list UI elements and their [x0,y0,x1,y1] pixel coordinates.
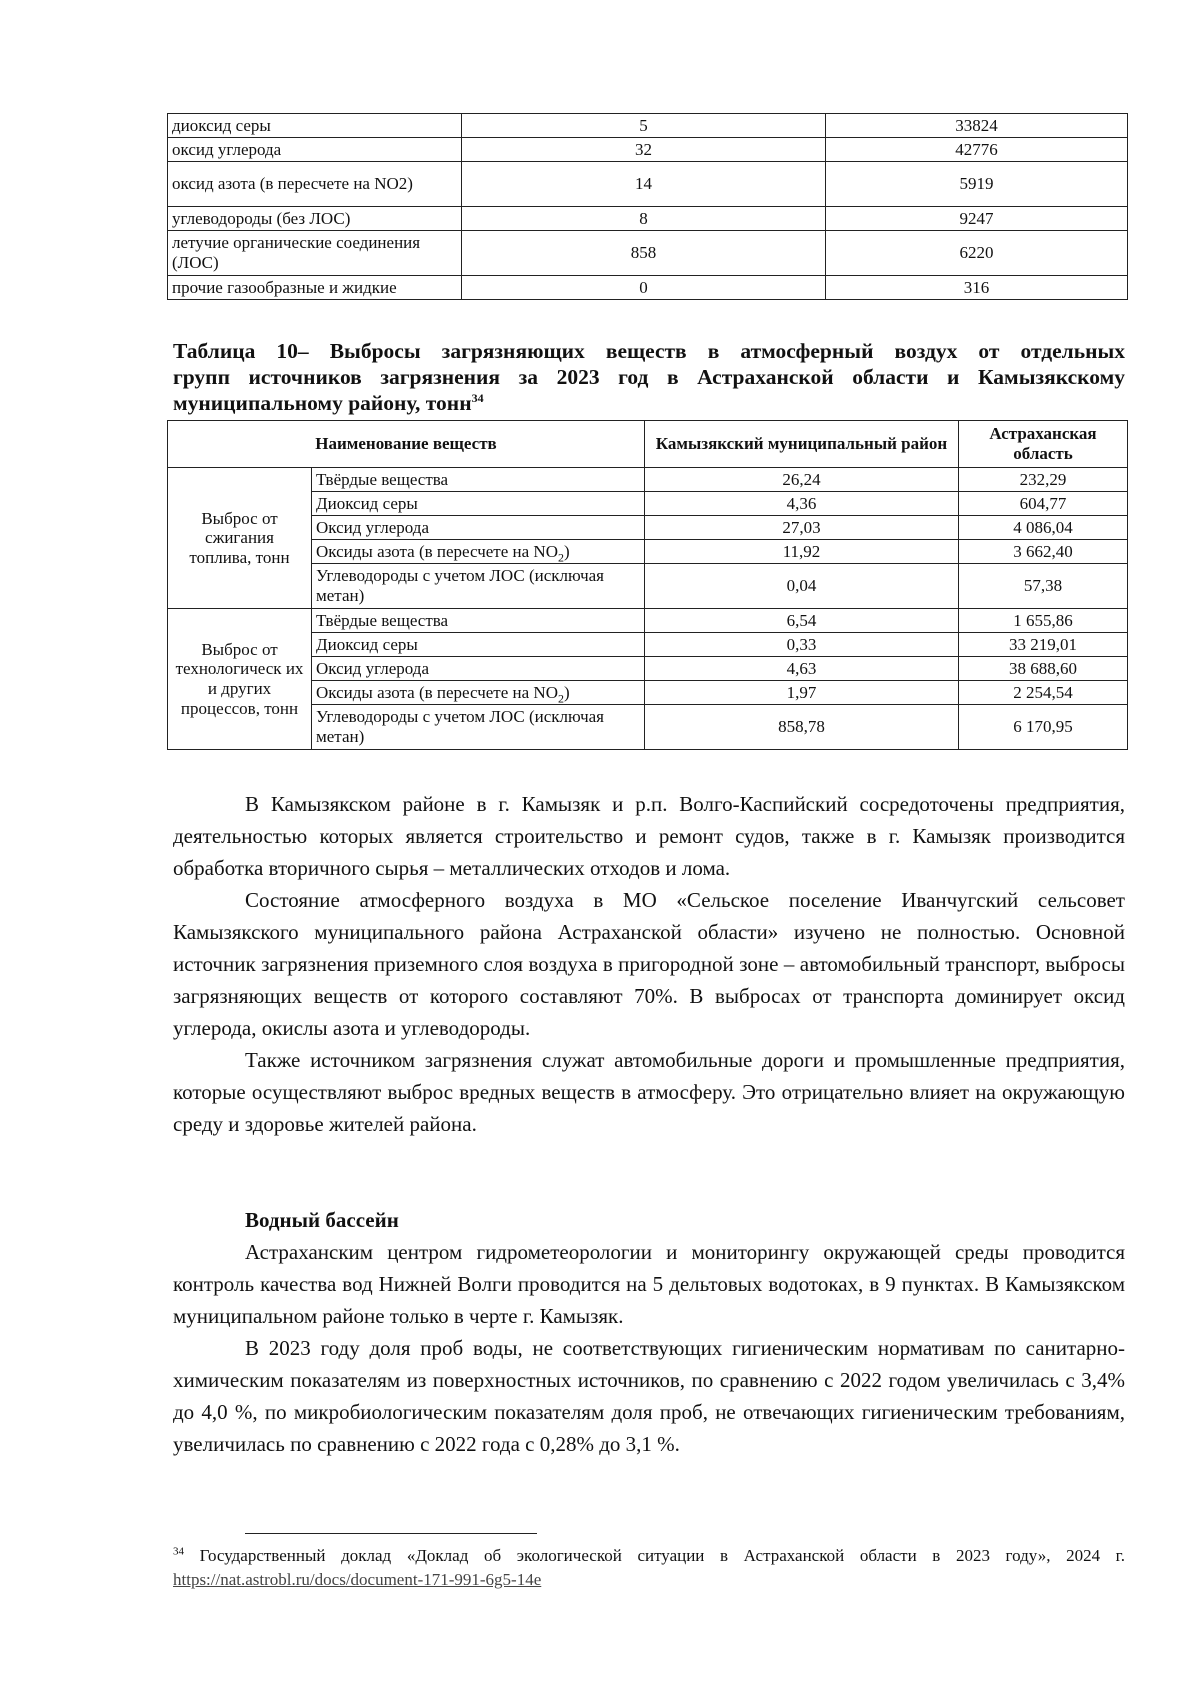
table-header-row [168,421,1128,468]
header-substances: Наименование веществ [168,421,645,468]
paragraph: В 2023 году доля проб воды, не соответствующих гигиеническим нормативам по санитарно-химическим показателям из поверхностных источников, по сравнению с 2022 годом увеличилась с 3,4% до 4,0 %, по микробиологическим показателям доля проб, не отвечающих гигиеническим требованиям, увеличилась по сравнению с 2022 года с 0,28% до 3,1 %. [173,1336,1125,1456]
district-value-cell: 858 [462,231,826,276]
substance-cell: Углеводороды с учетом ЛОС (исключая метан) [312,564,645,609]
table-row [168,231,1128,276]
district-value-cell: 0,04 [645,564,959,609]
substance-cell: прочие газообразные и жидкие [168,276,462,300]
substance-cell: летучие органические соединения (ЛОС) [168,231,462,276]
region-value-cell: 6220 [826,231,1128,276]
footnote-link[interactable]: https://nat.astrobl.ru/docs/document-171-991-6g5-14e [173,1570,542,1589]
substance-text-tail: ) [563,541,570,561]
district-value-cell: 27,03 [645,516,959,540]
region-value-cell: 33 219,01 [959,633,1128,657]
region-value-cell: 42776 [826,138,1128,162]
substance-cell: Оксид углерода [312,657,645,681]
substance-cell: углеводороды (без ЛОС) [168,207,462,231]
table-row [168,633,1128,657]
substance-cell [312,681,645,705]
title-line: групп источников загрязнения за 2023 год в Астраханской области и Камызякскому [173,365,1125,389]
district-value-cell: 0 [462,276,826,300]
substance-text-tail: ) [563,682,570,702]
substance-cell: диоксид серы [168,114,462,138]
region-value-cell: 232,29 [959,468,1128,492]
footnote-number: 34 [173,1545,184,1558]
footnote-text: Государственный доклад «Доклад об экологической ситуации в Астраханской области в 2023 году», 2024 г. [199,1546,1125,1565]
body-text-atmosphere [173,788,1125,1140]
title-line: муниципальному району, тонн [173,391,472,415]
group-label: Выброс от сжигания топлива, тонн [168,468,312,609]
district-value-cell: 26,24 [645,468,959,492]
group-label: Выброс от технологическ их и других процессов, тонн [168,609,312,750]
region-value-cell: 6 170,95 [959,705,1128,750]
substance-cell: оксид углерода [168,138,462,162]
table-10-title [173,338,1125,416]
region-value-cell: 3 662,40 [959,540,1128,564]
district-value-cell: 4,36 [645,492,959,516]
footnote-ref: 34 [471,390,484,405]
table-row [168,564,1128,609]
table-row [168,609,1128,633]
substance-cell: Твёрдые вещества [312,468,645,492]
region-value-cell: 4 086,04 [959,516,1128,540]
district-value-cell: 4,63 [645,657,959,681]
district-value-cell: 32 [462,138,826,162]
header-district: Камызякский муниципальный район [645,421,959,468]
section-heading: Водный бассейн [245,1208,399,1232]
region-value-cell: 38 688,60 [959,657,1128,681]
region-value-cell: 5919 [826,162,1128,207]
district-value-cell: 858,78 [645,705,959,750]
region-value-cell: 9247 [826,207,1128,231]
region-value-cell: 1 655,86 [959,609,1128,633]
table-row [168,657,1128,681]
district-value-cell: 6,54 [645,609,959,633]
table-row [168,138,1128,162]
substance-text: Оксиды азота (в пересчете на NO [316,541,558,561]
table-row [168,114,1128,138]
subscript: 2 [557,691,564,706]
table-10 [167,420,1128,750]
substance-cell: Углеводороды с учетом ЛОС (исключая метан) [312,705,645,750]
substance-cell: Твёрдые вещества [312,609,645,633]
substance-cell [312,540,645,564]
table-row [168,162,1128,207]
body-text-water [173,1204,1125,1460]
table-row [168,492,1128,516]
region-value-cell: 57,38 [959,564,1128,609]
table-row [168,468,1128,492]
substance-cell: оксид азота (в пересчете на NO2) [168,162,462,207]
substance-cell: Диоксид серы [312,492,645,516]
footnote-separator [245,1533,537,1534]
region-value-cell: 604,77 [959,492,1128,516]
table-row [168,207,1128,231]
paragraph: Состояние атмосферного воздуха в МО «Сельское поселение Иванчугский сельсовет Камызякского муниципального района Астраханской области» изучено не полностью. Основной источник загрязнения приземного слоя воздуха в пригородной зоне – автомобильный транспорт, выбросы загрязняющих веществ от которого составляют 70%. В выбросах от транспорта доминирует оксид углерода, окислы азота и углеводороды. [173,888,1125,1040]
district-value-cell: 8 [462,207,826,231]
footnote [173,1544,1125,1592]
table-row [168,705,1128,750]
district-value-cell: 5 [462,114,826,138]
title-line: Таблица 10– Выбросы загрязняющих веществ в атмосферный воздух от отдельных [173,339,1125,363]
subscript: 2 [557,550,564,565]
paragraph: Также источником загрязнения служат автомобильные дороги и промышленные предприятия, которые осуществляют выброс вредных веществ в атмосферу. Это отрицательно влияет на окружающую среду и здоровье жителей района. [173,1048,1125,1136]
district-value-cell: 11,92 [645,540,959,564]
district-value-cell: 14 [462,162,826,207]
table-row [168,681,1128,705]
district-value-cell: 1,97 [645,681,959,705]
region-value-cell: 316 [826,276,1128,300]
substance-text: Оксиды азота (в пересчете на NO [316,682,558,702]
table-row [168,276,1128,300]
table-row [168,540,1128,564]
substance-cell: Диоксид серы [312,633,645,657]
emissions-table-continued [167,113,1128,300]
paragraph: Астраханским центром гидрометеорологии и мониторингу окружающей среды проводится контроль качества вод Нижней Волги проводится на 5 дельтовых водотоках, в 9 пунктах. В Камызякском муниципальном районе только в черте г. Камызяк. [173,1240,1125,1328]
region-value-cell: 2 254,54 [959,681,1128,705]
region-value-cell: 33824 [826,114,1128,138]
district-value-cell: 0,33 [645,633,959,657]
substance-cell: Оксид углерода [312,516,645,540]
table-row [168,516,1128,540]
paragraph: В Камызякском районе в г. Камызяк и р.п. Волго-Каспийский сосредоточены предприятия, деятельностью которых является строительство и ремонт судов, также в г. Камызяк производится обработка вторичного сырья – металлических отходов и лома. [173,792,1125,880]
header-region: Астраханская область [959,421,1128,468]
